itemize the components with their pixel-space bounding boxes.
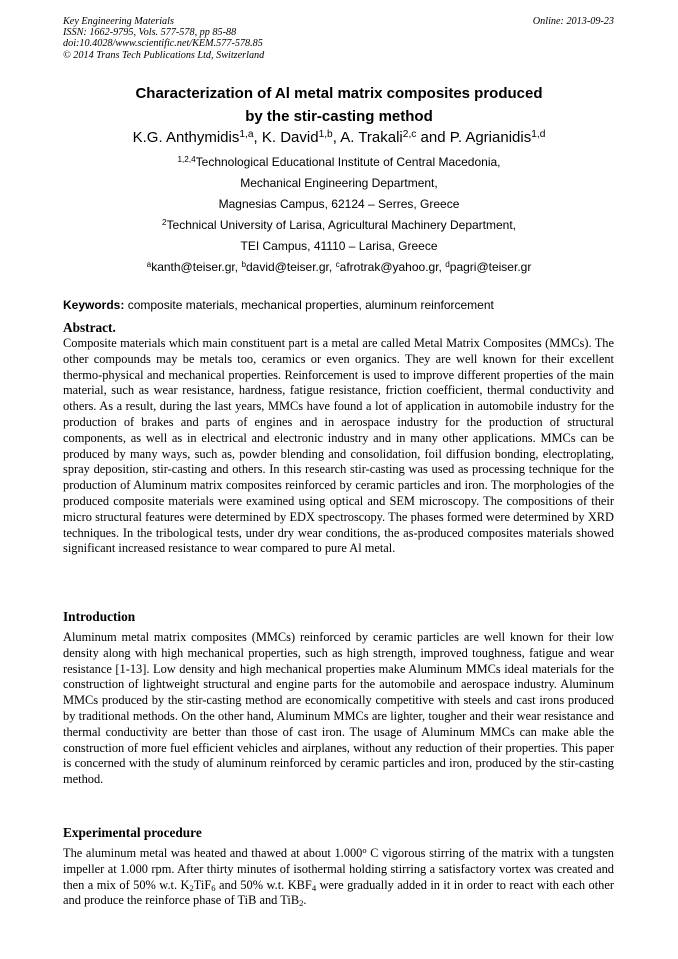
experimental-text-part: and 50% w.t. KBF — [215, 877, 312, 892]
experimental-text-part: TiF — [193, 877, 212, 892]
keywords-line — [63, 298, 615, 313]
affiliation-2-line-2: TEI Campus, 41110 – Larisa, Greece — [240, 239, 438, 253]
email-separator: , — [234, 260, 242, 274]
email-separator: , — [328, 260, 336, 274]
experimental-text — [63, 846, 614, 909]
email-list — [0, 257, 678, 278]
abstract-heading: Abstract. — [63, 320, 116, 335]
doi-line: doi:10.4028/www.scientific.net/KEM.577-578.85 — [63, 38, 263, 50]
subscript: 2 — [299, 898, 304, 909]
author-separator: and — [416, 129, 450, 146]
title-line-2: by the stir-casting method — [245, 108, 433, 125]
author — [133, 129, 254, 146]
abstract-text: Composite materials which main constituent part is a metal are called Metal Matrix Composites (MMCs). The other compounds may be metals too, ceramics or even organics. They are well known for their excellent thermo-physical and mechanical properties. Reinforcement is used to improve different properties of the main material, such as wear resistance, hardness, fatigue resistance, friction coefficient, thermal conductivity and others. As a result, during the last years, MMCs have found a lot of application in automobile industry for the production of brakes and parts of engines and in aerospace industry for the production of structural components, as well as in electrical and electronic industry and in many other applications. MMCs can be produced by many ways, such as, powder blending and consolidation, foil diffusion bonding, electroplating, spray deposition, stir-casting and others. In this research stir-casting was used as processing technique for the production of Aluminum matrix composites reinforced by ceramic particles and iron. The morphologies of the produced composite materials were examined using optical and SEM microscopy. The compositions of their micro structural features were determined by EDX spectroscopy. The phases formed were determined by XRD techniques. In the tribological tests, under dry wear conditions, the as-produced composites materials showed significant increased resistance to wear compared to pure Al metal. — [63, 336, 614, 556]
email-link[interactable]: pagri@teiser.gr — [449, 260, 532, 274]
copyright-line: © 2014 Trans Tech Publications Ltd, Switzerland — [63, 49, 265, 61]
paper-title — [0, 82, 678, 128]
degree-mark: o — [362, 844, 367, 855]
email-mark: b — [241, 259, 246, 269]
subscript: 6 — [211, 882, 216, 893]
experimental-text-part: were gradually added in it in order to react with each other and produce the reinforce phase of TiB and TiB — [63, 877, 614, 908]
author-separator: , — [253, 129, 262, 146]
journal-header — [63, 16, 264, 61]
email-mark: d — [445, 259, 450, 269]
journal-name: Key Engineering Materials — [63, 16, 174, 27]
author-list — [0, 127, 678, 149]
author-affiliation-mark: 1,a — [239, 128, 254, 140]
email-separator: , — [438, 260, 446, 274]
affiliation-2-line-1 — [0, 215, 678, 236]
affiliation-1-line-2: Mechanical Engineering Department, — [240, 176, 438, 190]
author-affiliation-mark: 1,b — [318, 128, 333, 140]
author-name: K. David — [261, 129, 319, 146]
affiliation-mark: 1,2,4 — [177, 154, 196, 164]
experimental-text-part: C vigorous stirring of the matrix with a tungsten impeller at 1.000 rpm. After thirty minutes of isothermal holding stirring a satisfactory vortex was created and then a mix of 50% w.t. K — [63, 846, 614, 892]
author-name: K.G. Anthymidis — [132, 129, 240, 146]
affiliation-1-line-1 — [0, 152, 678, 173]
keywords-text: composite materials, mechanical properties, aluminum reinforcement — [124, 298, 494, 312]
email-link[interactable]: afrotrak@yahoo.gr — [339, 260, 439, 274]
subscript: 2 — [189, 882, 194, 893]
experimental-text-part: The aluminum metal was heated and thawed at about 1.000 — [63, 846, 363, 860]
keywords-label: Keywords: — [63, 298, 125, 312]
author-affiliation-mark: 1,d — [531, 128, 546, 140]
email-link[interactable]: david@teiser.gr — [245, 260, 329, 274]
affiliation-text: Technical University of Larisa, Agricultural Machinery Department, — [166, 218, 517, 232]
title-line-1: Characterization of Al metal matrix composites produced — [135, 85, 543, 102]
email-mark: c — [335, 259, 340, 269]
author — [450, 129, 546, 146]
experimental-heading: Experimental procedure — [63, 825, 202, 840]
introduction-heading: Introduction — [63, 609, 136, 624]
author — [340, 129, 416, 146]
author-name: P. Agrianidis — [449, 129, 532, 146]
author-name: A. Trakali — [340, 129, 403, 146]
experimental-text-part: . — [303, 893, 307, 908]
issn-line: ISSN: 1662-9795, Vols. 577-578, pp 85-88 — [63, 27, 237, 39]
author-affiliation-mark: 2,c — [402, 128, 417, 140]
affiliation-1-line-3: Magnesias Campus, 62124 – Serres, Greece — [218, 197, 460, 211]
affiliation-text: Technological Educational Institute of Central Macedonia, — [195, 155, 501, 169]
author-separator: , — [332, 129, 341, 146]
subscript: 4 — [311, 882, 317, 893]
email-link[interactable]: kanth@teiser.gr — [151, 260, 235, 274]
affiliations — [0, 152, 678, 278]
author — [262, 129, 333, 146]
introduction-text: Aluminum metal matrix composites (MMCs) reinforced by ceramic particles are well known for their low density along with high mechanical properties, such as high strength, improved toughness, fatigue and wear resistance [1-13]. Low density and high mechanical properties make Aluminum MMCs ideal materials for the construction of lightweight structural and engine parts for the automobile and aerospace industry. Aluminum MMCs produced by the stir-casting method are economically competitive with steels and cast irons produced by traditional methods. On the other hand, Aluminum MMCs are lighter, tougher and their wear resistance and thermal conductivity are better than those of cast iron. The usage of Aluminum MMCs can make able the construction of more fuel efficient vehicles and airplanes, without any reduction of their properties. This paper is concerned with the study of aluminum reinforced by ceramic particles and iron, produced by the stir-casting method. — [63, 630, 614, 787]
email-mark: a — [146, 259, 152, 269]
affiliation-mark: 2 — [161, 217, 167, 227]
online-date: Online: 2013-09-23 — [532, 16, 614, 27]
